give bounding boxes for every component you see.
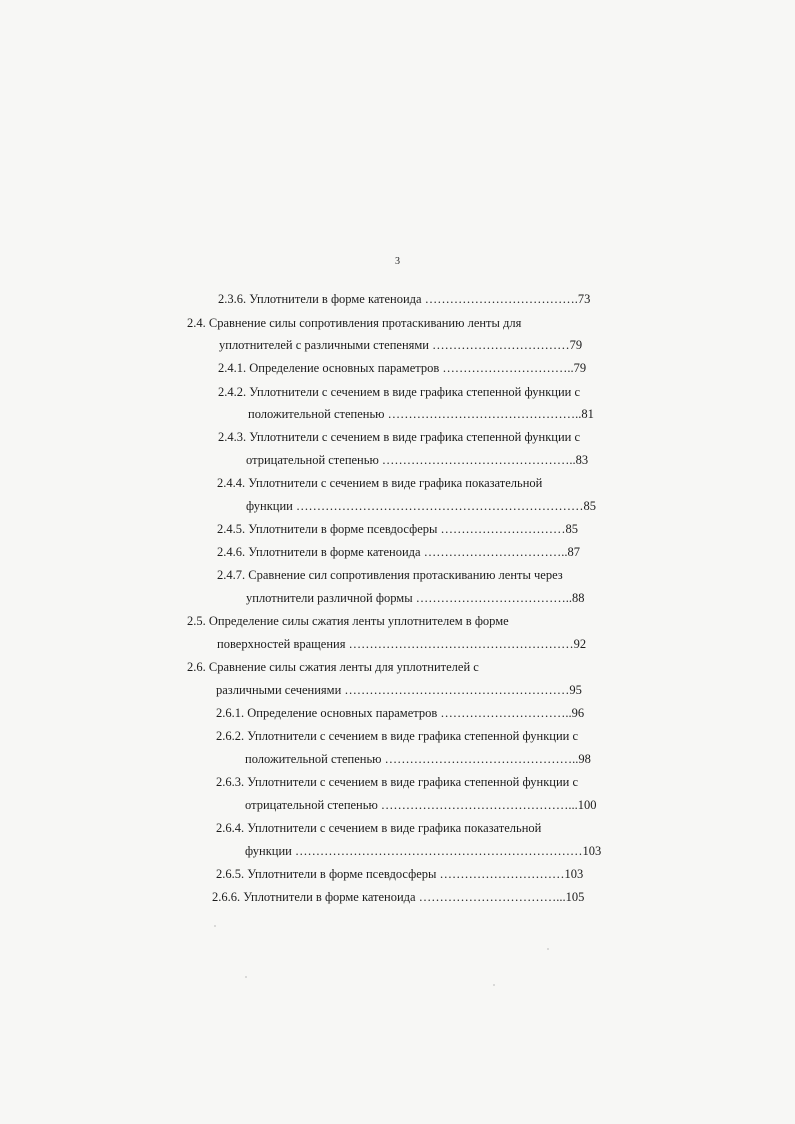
toc-line: 2.4. Сравнение силы сопротивления протаскиванию ленты для (187, 316, 522, 330)
toc-line: 2.6.2. Уплотнители с сечением в виде графика степенной функции с (216, 729, 579, 743)
toc-line: 2.6.3. Уплотнители с сечением в виде графика степенной функции с (216, 775, 579, 789)
scan-speck (547, 948, 549, 950)
toc-line: различными сечениями ………………………………………………95 (216, 683, 582, 697)
toc-line: отрицательной степенью ………………………………………...100 (245, 798, 597, 812)
toc-line: 2.4.5. Уплотнители в форме псевдосферы …………………………85 (217, 522, 579, 536)
toc-line: 2.4.3. Уплотнители с сечением в виде графика степенной функции с (218, 430, 581, 444)
toc-line: 2.4.4. Уплотнители с сечением в виде графика показательной (217, 476, 543, 490)
toc-line: поверхностей вращения ………………………………………………92 (217, 637, 587, 651)
toc-line: 2.6.5. Уплотнители в форме псевдосферы …………………………103 (216, 867, 584, 881)
scan-speck (214, 925, 216, 927)
toc-line: функции ……………………………………………………………103 (245, 844, 602, 858)
scan-speck (493, 984, 495, 986)
toc-line: положительной степенью ………………………………………..81 (248, 407, 594, 421)
toc-line: отрицательной степенью ………………………………………..83 (246, 453, 589, 467)
toc-line: 2.6.6. Уплотнители в форме катеноида ……………………………...105 (212, 890, 585, 904)
toc-line: 2.4.7. Сравнение сил сопротивления протаскиванию ленты через (217, 568, 563, 582)
toc-line: уплотнители различной формы ………………………………..88 (246, 591, 585, 605)
toc-line: 2.6.4. Уплотнители с сечением в виде графика показательной (216, 821, 542, 835)
toc-line: 2.6. Сравнение силы сжатия ленты для уплотнителей с (187, 660, 479, 674)
scan-speck (245, 976, 247, 978)
page-number: 3 (395, 256, 400, 267)
toc-line: 2.5. Определение силы сжатия ленты уплотнителем в форме (187, 614, 509, 628)
toc-line: 2.6.1. Определение основных параметров …………………………..96 (216, 706, 585, 720)
toc-line: положительной степенью ………………………………………..98 (245, 752, 591, 766)
toc-line: функции ……………………………………………………………85 (246, 499, 596, 513)
toc-line: 2.4.6. Уплотнители в форме катеноида ……………………………..87 (217, 545, 580, 559)
toc-line: уплотнителей с различными степенями ……………………………79 (219, 338, 583, 352)
toc-line: 2.3.6. Уплотнители в форме катеноида ……………………………….73 (218, 292, 591, 306)
toc-line: 2.4.1. Определение основных параметров …………………………..79 (218, 361, 587, 375)
toc-line: 2.4.2. Уплотнители с сечением в виде графика степенной функции с (218, 385, 581, 399)
